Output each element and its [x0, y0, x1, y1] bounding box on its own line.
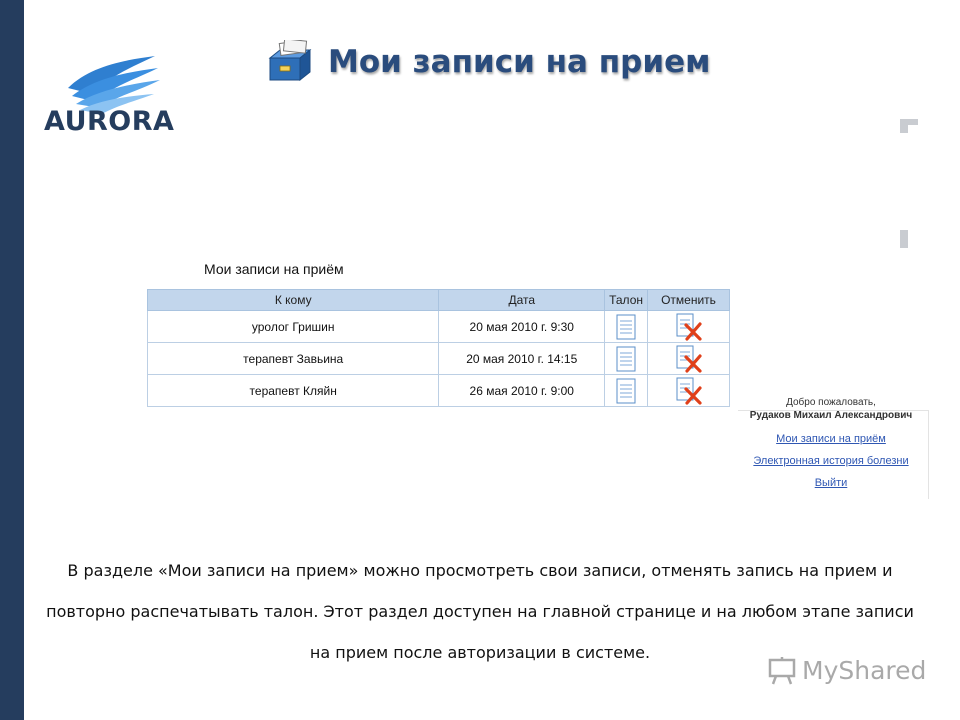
medical-history-link[interactable]: Электронная история болезни — [753, 455, 909, 467]
decor-bar-top-stem — [900, 119, 908, 133]
table-row — [148, 375, 730, 407]
cell-date: 20 мая 2010 г. 9:30 — [439, 311, 605, 343]
cell-cancel — [648, 311, 730, 343]
cell-cancel — [648, 343, 730, 375]
column-header-cancel: Отменить — [648, 290, 730, 311]
logo-text: AURORA — [44, 106, 175, 137]
column-header-to: К кому — [148, 290, 439, 311]
table-row — [148, 311, 730, 343]
decor-bar-mid — [900, 230, 908, 248]
slide-title-group — [266, 38, 710, 86]
cancel-x-icon[interactable] — [674, 377, 704, 405]
left-accent-bar — [0, 0, 24, 720]
table-row — [148, 343, 730, 375]
watermark — [768, 656, 926, 685]
cancel-x-icon[interactable] — [674, 345, 704, 373]
page-title: Мои записи на прием — [328, 44, 711, 80]
cell-ticket — [605, 311, 648, 343]
cell-date: 26 мая 2010 г. 9:00 — [439, 375, 605, 407]
user-name: Рудаков Михаил Александрович — [749, 410, 913, 421]
description-text: В разделе «Мои записи на прием» можно просмотреть свои записи, отменять запись на прием и повторно распечатывать талон. Этот раздел доступен на главной странице и на любом этапе записи на прием после авторизации в системе. — [46, 561, 914, 662]
document-icon[interactable] — [616, 378, 636, 404]
welcome-text: Добро пожаловать, — [786, 397, 876, 408]
file-cabinet-icon — [266, 40, 312, 84]
column-header-date: Дата — [439, 290, 605, 311]
table-header-row — [148, 290, 730, 311]
watermark-text: MyShared — [802, 656, 927, 685]
appointments-table — [147, 289, 730, 407]
cell-to: уролог Гришин — [148, 311, 439, 343]
cell-to: терапевт Завьина — [148, 343, 439, 375]
logout-link[interactable]: Выйти — [814, 477, 848, 489]
cell-date: 20 мая 2010 г. 14:15 — [439, 343, 605, 375]
cell-ticket — [605, 375, 648, 407]
cancel-x-icon[interactable] — [674, 313, 704, 341]
my-appointments-link[interactable]: Мои записи на приём — [776, 433, 886, 445]
panel-heading: Мои записи на приём — [204, 261, 344, 277]
document-icon[interactable] — [616, 346, 636, 372]
presentation-board-icon — [768, 657, 798, 685]
column-header-ticket: Талон — [605, 290, 648, 311]
cell-cancel — [648, 375, 730, 407]
cell-to: терапевт Кляйн — [148, 375, 439, 407]
user-box — [738, 396, 924, 494]
cell-ticket — [605, 343, 648, 375]
document-icon[interactable] — [616, 314, 636, 340]
